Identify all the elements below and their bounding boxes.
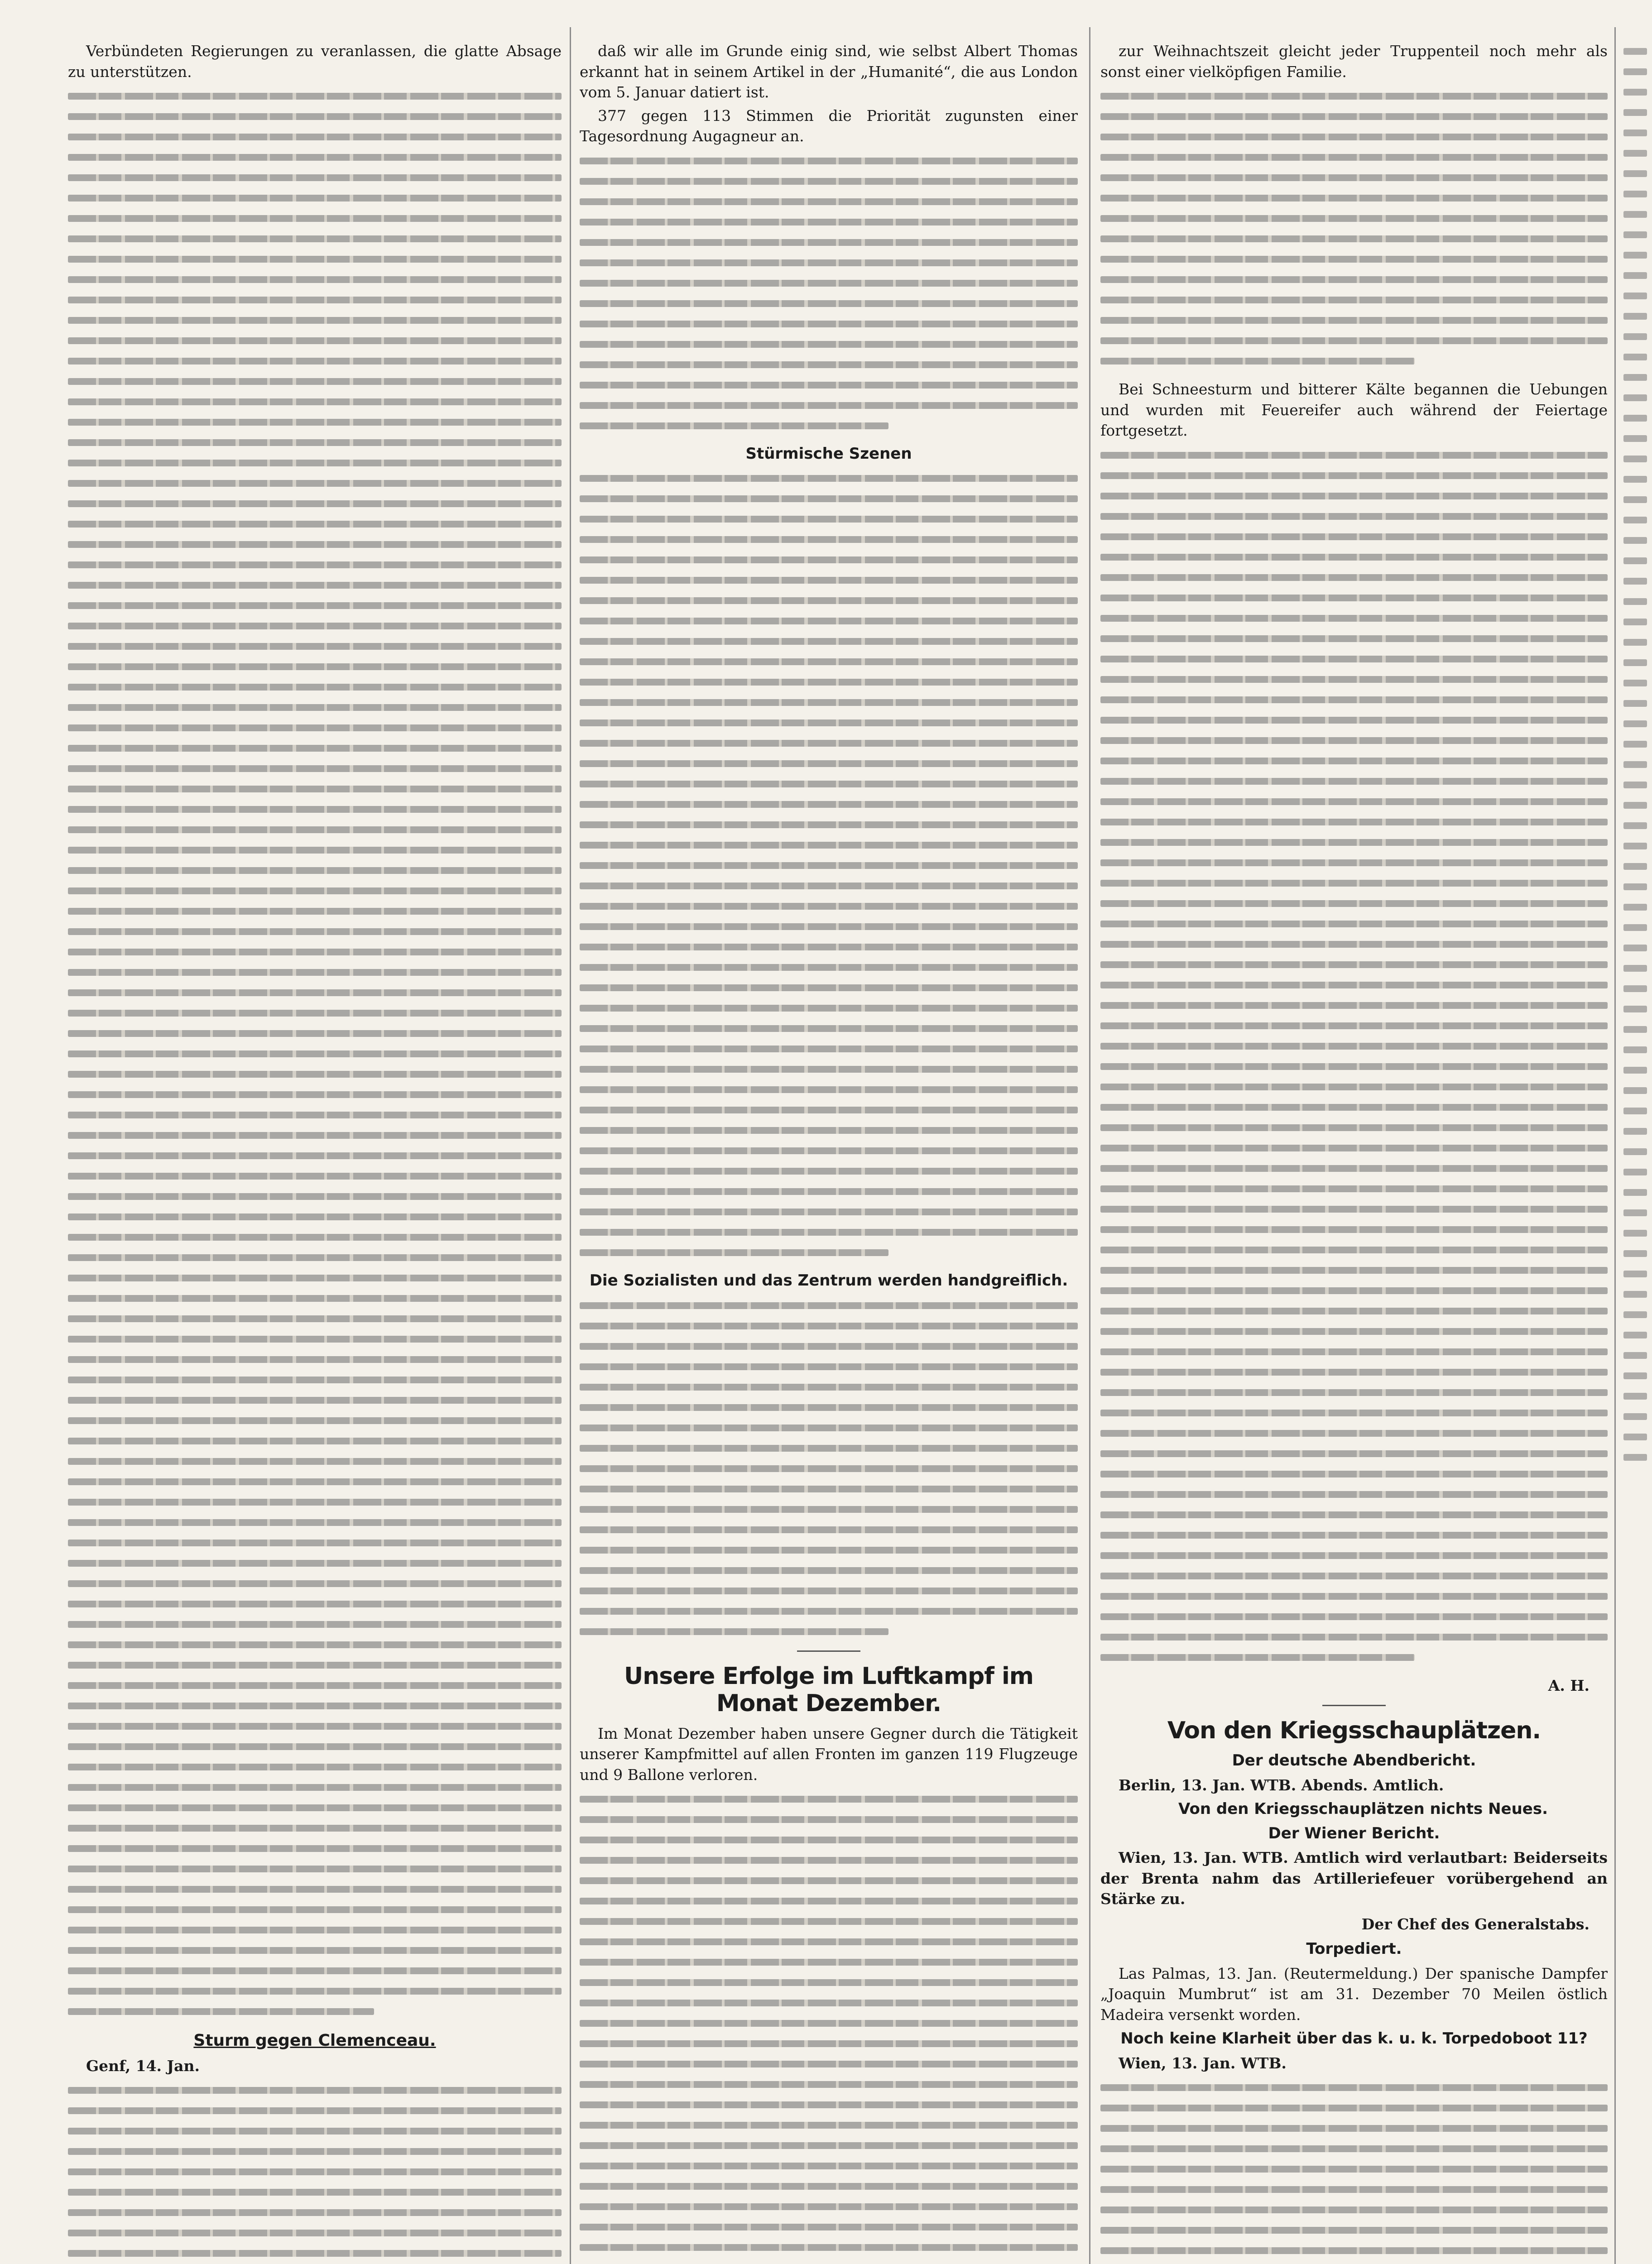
heading-torpedo-boat: Noch keine Klarheit über das k. u. k. Torpedoboot 11? — [1120, 2029, 1588, 2048]
torpedo-boat-dateline: Wien, 13. Jan. WTB. — [1119, 2054, 1287, 2072]
column-4-cutoff — [1623, 41, 1652, 2264]
vienna-report-text: Beiderseits der Brenta nahm das Artilleriefeuer vorübergehend an Stärke zu. — [1100, 1849, 1608, 1908]
col1-first-line: Verbündeten Regierungen zu veranlassen, die glatte Absage zu unterstützen. — [68, 42, 562, 81]
article-signature: A. H. — [1548, 1676, 1590, 1694]
separator-rule — [1322, 1705, 1386, 1706]
text-block — [68, 86, 562, 2021]
column-rule — [1089, 27, 1090, 2264]
text-block — [580, 150, 1078, 436]
text-block — [1100, 86, 1608, 371]
vote-line: 377 gegen 113 Stimmen die Priorität zugunsten einer Tagesordnung Augagneur an. — [580, 106, 1078, 145]
text-block — [68, 2080, 562, 2264]
heading-stormy-scenes: Stürmische Szenen — [745, 444, 912, 463]
text-block — [580, 1295, 1078, 1641]
column-rule — [1614, 27, 1616, 2264]
torpedo-text: Las Palmas, 13. Jan. (Reutermeldung.) Der spanische Dampfer „Joaquin Mumbrut“ ist am 31. Dezember 70 Meilen östlich Madeira versenkt worden. — [1100, 1964, 1608, 2024]
separator-rule — [797, 1650, 860, 1652]
text-block — [580, 468, 1078, 1262]
heading-german-report: Der deutsche Abendbericht. — [1232, 1751, 1476, 1770]
dateline-geneva: Genf, 14. Jan. — [86, 2057, 200, 2075]
vienna-signed: Der Chef des Generalstabs. — [1361, 1915, 1590, 1933]
heading-storm-clemenceau: Sturm gegen Clemenceau. — [193, 2031, 436, 2050]
column-2 — [580, 41, 1078, 2264]
vienna-dateline: Wien, 13. Jan. WTB. Amtlich wird verlautbart: — [1119, 1849, 1508, 1866]
column-1 — [68, 41, 562, 2264]
text-block — [580, 1789, 1078, 2264]
weather-line: Bei Schneesturm und bitterer Kälte begannen die Uebungen und wurden mit Feuereifer auch während der Feiertage fortgesetzt. — [1100, 380, 1608, 439]
col2-first-line: daß wir alle im Grunde einig sind, wie selbst Albert Thomas erkannt hat in seinem Artikel in der „Humanité“, die aus London vom 5. Januar datiert ist. — [580, 42, 1078, 101]
air-first-line: Im Monat Dezember haben unsere Gegner durch die Tätigkeit unserer Kampfmittel auf allen Fronten im ganzen 119 Flugzeuge und 9 Ballone verloren. — [580, 1724, 1078, 1784]
col3-first-line: zur Weihnachtszeit gleicht jeder Truppenteil noch mehr als sonst einer vielköpfigen Familie. — [1100, 42, 1608, 81]
heading-torpedoed: Torpediert. — [1306, 1940, 1402, 1958]
heading-air-success: Unsere Erfolge im Luftkampf im Monat Dezember. — [624, 1662, 1033, 1717]
text-block — [1100, 2077, 1608, 2264]
text-block — [1100, 445, 1608, 1667]
heading-vienna-report: Der Wiener Bericht. — [1268, 1824, 1440, 1842]
heading-war-theatres: Von den Kriegsschauplätzen. — [1167, 1717, 1541, 1744]
column-rule — [570, 27, 571, 2264]
german-dateline: Berlin, 13. Jan. WTB. Abends. Amtlich. — [1119, 1776, 1444, 1794]
heading-socialists-centre: Die Sozialisten und das Zentrum werden handgreiflich. — [589, 1271, 1068, 1290]
column-3 — [1100, 41, 1608, 2264]
german-report-text: Von den Kriegsschauplätzen nichts Neues. — [1178, 1800, 1548, 1818]
